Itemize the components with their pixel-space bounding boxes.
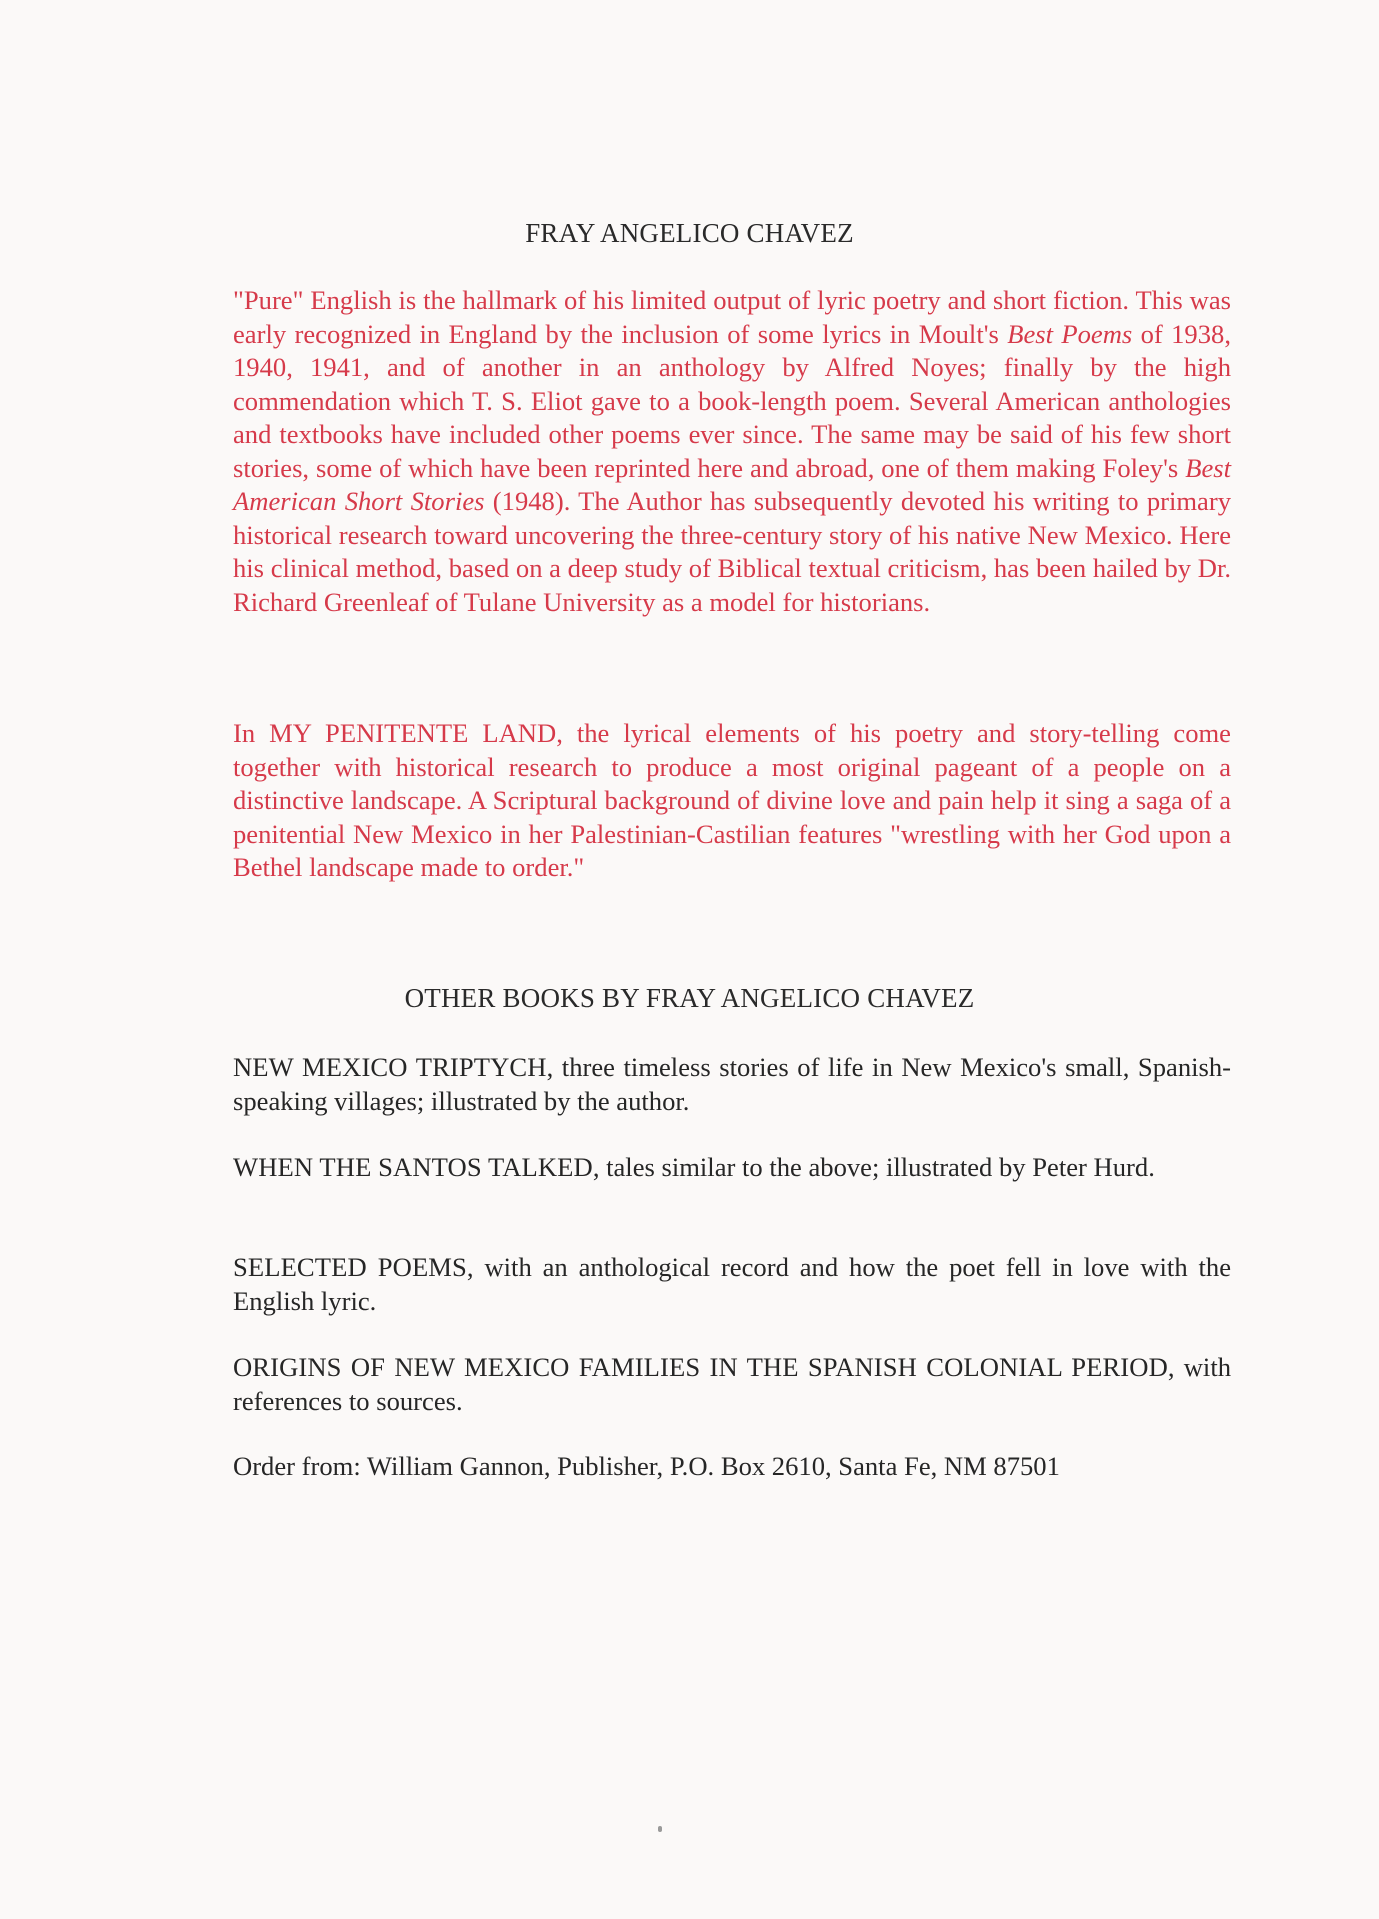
page-title: FRAY ANGELICO CHAVEZ bbox=[525, 218, 854, 248]
book-title: NEW MEXICO TRIPTYCH bbox=[233, 1052, 547, 1082]
author-bio-paragraph bbox=[233, 284, 1231, 619]
other-books-title: OTHER BOOKS BY FRAY ANGELICO CHAVEZ bbox=[404, 983, 975, 1013]
book-list-item bbox=[233, 1350, 1231, 1418]
book-description: , with references to sources. bbox=[233, 1352, 1232, 1416]
book-title: ORIGINS OF NEW MEXICO FAMILIES IN THE SPANISH COLONIAL PERIOD bbox=[233, 1352, 1168, 1382]
bio-text: "Pure" English is the hallmark of his limited output of lyric poetry and short fiction. This was early recognized in England by the inclusion of some lyrics in Moult's bbox=[233, 285, 1231, 349]
book-list-item bbox=[233, 1150, 1231, 1184]
book-description: , with an anthological record and how the poet fell in love with the English lyric. bbox=[233, 1252, 1231, 1316]
order-information: Order from: William Gannon, Publisher, P.O. Box 2610, Santa Fe, NM 87501 bbox=[233, 1451, 1060, 1481]
bio-text: of 1938, 1940, 1941, and of another in an anthology by Alfred Noyes; finally by the high commendation which T. S. Eliot gave to a book-length poem. Several American anthologies and textbooks have included other poems ever since. The same may be said of his few short stories, some of which have been reprinted here and abroad, one of them making Foley's bbox=[233, 318, 1231, 483]
bio-italic-title: Best American Short Stories bbox=[233, 452, 1231, 516]
bio-text: (1948). The Author has subsequently devoted his writing to primary historical research toward uncovering the three-century story of his native New Mexico. Here his clinical method, based on a deep study of Biblical textual criticism, has been hailed by Dr. Richard Greenleaf of Tulane University as a model for historians. bbox=[233, 486, 1232, 617]
book-list-item bbox=[233, 1050, 1231, 1118]
book-title: SELECTED POEMS bbox=[233, 1252, 467, 1282]
book-description: , tales similar to the above; illustrated by Peter Hurd. bbox=[592, 1152, 1155, 1182]
paper-speck bbox=[658, 1826, 662, 1832]
book-description-paragraph: In MY PENITENTE LAND, the lyrical elements of his poetry and story-telling come together with historical research to produce a most original pageant of a people on a distinctive landscape. A Scriptural background of divine love and pain help it sing a saga of a penitential New Mexico in her Palestinian-Castilian features "wrestling with her God upon a Bethel landscape made to order." bbox=[233, 718, 1231, 882]
book-description: , three timeless stories of life in New Mexico's small, Spanish-speaking villages; illustrated by the author. bbox=[233, 1052, 1232, 1116]
book-list-item bbox=[233, 1250, 1231, 1318]
bio-italic-title: Best Poems bbox=[1007, 318, 1133, 349]
book-title: WHEN THE SANTOS TALKED bbox=[233, 1152, 593, 1182]
